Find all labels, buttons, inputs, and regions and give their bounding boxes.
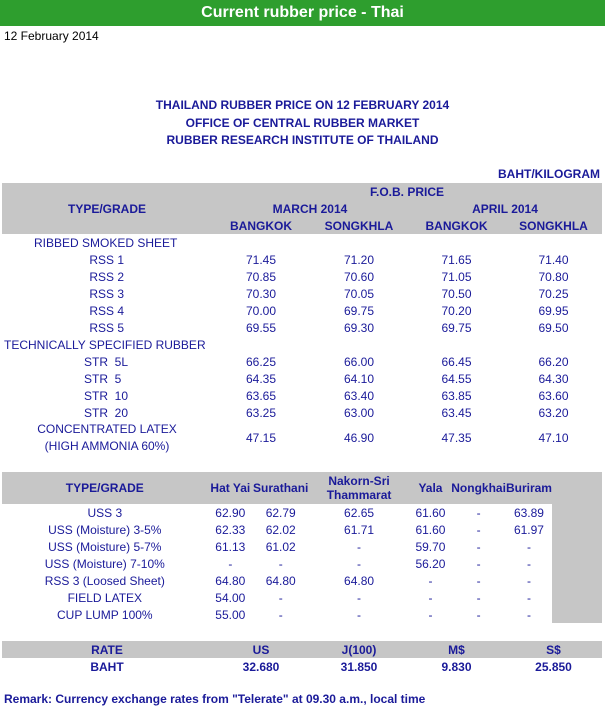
price-cell: 64.30: [538, 371, 569, 386]
price-cell: -: [526, 607, 531, 622]
price-cell: -: [526, 590, 531, 605]
latex-line-1: CONCENTRATED LATEX: [37, 422, 177, 436]
price-cell: 64.55: [441, 371, 472, 386]
table-row: [2, 555, 552, 572]
price-cell: 56.20: [415, 556, 446, 571]
port-header-songkhla: SONGKHLA: [519, 218, 588, 233]
price-cell: -: [476, 556, 481, 571]
price-cell: 71.65: [441, 252, 472, 267]
table-row: [2, 268, 602, 285]
grade-name: USS (Moisture) 5-7%: [48, 539, 162, 554]
price-cell: 61.02: [265, 539, 296, 554]
price-cell: 61.71: [344, 522, 375, 537]
section-label: RIBBED SMOKED SHEET: [34, 235, 178, 250]
price-cell: 63.89: [513, 505, 544, 520]
port-header-songkhla: SONGKHLA: [324, 218, 394, 233]
header-line-1: THAILAND RUBBER PRICE ON 12 FEBRUARY 2014: [155, 98, 450, 112]
type-grade-header: TYPE/GRADE: [67, 201, 146, 216]
price-cell: 64.80: [265, 573, 296, 588]
exchange-rate-table: [2, 641, 602, 675]
price-cell: 62.90: [215, 505, 246, 520]
column-header: Buriram: [505, 481, 552, 495]
currency-header: S$: [546, 642, 561, 657]
table-row: [2, 251, 602, 268]
unit-label: BAHT/KILOGRAM: [498, 167, 600, 181]
price-cell: 70.50: [441, 286, 472, 301]
price-cell: 63.25: [245, 405, 277, 420]
price-cell: -: [278, 590, 283, 605]
rate-cell: 31.850: [340, 659, 378, 674]
header-line-2: OFFICE OF CENTRAL RUBBER MARKET: [185, 116, 420, 130]
price-cell: 61.13: [215, 539, 246, 554]
month-header-march: MARCH 2014: [272, 201, 348, 216]
price-cell: 66.45: [441, 354, 472, 369]
price-cell: 69.55: [245, 320, 277, 335]
column-header: Nakorn-Sri Thammarat: [326, 474, 392, 502]
latex-line-2: (HIGH AMMONIA 60%): [44, 439, 170, 453]
price-cell: 66.25: [245, 354, 277, 369]
price-cell: 64.80: [215, 573, 246, 588]
table-row: [2, 404, 602, 421]
price-cell: 66.00: [343, 354, 375, 369]
price-cell: 70.80: [538, 269, 569, 284]
price-cell: -: [476, 539, 481, 554]
table-row: [2, 606, 552, 623]
price-cell: 54.00: [215, 590, 246, 605]
type-grade-header: TYPE/GRADE: [65, 481, 144, 495]
grade-name: RSS 2: [89, 269, 124, 284]
grade-name: STR 5L: [84, 354, 129, 369]
remark-text: Remark: Currency exchange rates from "Telerate" at 09.30 a.m., local time: [4, 692, 426, 706]
price-cell: 70.20: [441, 303, 472, 318]
price-cell: 71.45: [245, 252, 277, 267]
grade-name: RSS 5: [89, 320, 124, 335]
price-cell: 47.35: [441, 431, 472, 445]
price-cell: 70.00: [245, 303, 277, 318]
column-header: Hat Yai: [210, 481, 251, 495]
price-cell: 64.10: [343, 371, 375, 386]
rate-cell: 25.850: [535, 659, 572, 674]
price-cell: -: [476, 607, 481, 622]
section-label: TECHNICALLY SPECIFIED RUBBER: [4, 337, 206, 352]
price-cell: -: [476, 573, 481, 588]
local-market-table: [2, 472, 552, 623]
price-cell: 69.75: [343, 303, 375, 318]
price-cell: -: [428, 607, 433, 622]
price-cell: 64.80: [344, 573, 375, 588]
grade-name: RSS 4: [89, 303, 124, 318]
price-cell: 71.05: [441, 269, 472, 284]
price-cell: 47.15: [245, 431, 277, 445]
price-cell: 61.97: [513, 522, 544, 537]
price-cell: 70.85: [245, 269, 277, 284]
grade-name: USS 3: [87, 505, 123, 520]
table-row: [2, 538, 552, 555]
price-cell: -: [428, 573, 433, 588]
price-cell: -: [278, 556, 283, 571]
price-cell: 63.45: [441, 405, 472, 420]
grade-name: RSS 1: [89, 252, 124, 267]
price-cell: 62.65: [344, 505, 375, 520]
table-row: [2, 370, 602, 387]
price-cell: 63.40: [343, 388, 375, 403]
price-cell: 71.40: [538, 252, 569, 267]
grade-name: STR 5: [84, 371, 122, 386]
grade-name: RSS 3 (Loosed Sheet): [44, 573, 165, 588]
grade-name: [2, 421, 212, 455]
table-row: [2, 302, 602, 319]
grade-name: STR 10: [84, 388, 129, 403]
grade-name: USS (Moisture) 7-10%: [44, 556, 165, 571]
table-row: [2, 572, 552, 589]
grade-name: RSS 3: [89, 286, 124, 301]
baht-label: BAHT: [90, 659, 124, 674]
price-cell: 69.75: [441, 320, 472, 335]
month-header-april: APRIL 2014: [472, 201, 538, 216]
price-cell: 46.90: [343, 431, 375, 445]
price-cell: -: [526, 539, 531, 554]
port-header-bangkok: BANGKOK: [230, 218, 292, 233]
price-cell: 71.20: [343, 252, 375, 267]
price-cell: 63.65: [245, 388, 277, 403]
price-cell: 66.20: [538, 354, 569, 369]
price-cell: 63.00: [343, 405, 375, 420]
column-header: Yala: [418, 481, 443, 495]
grade-name: CUP LUMP 100%: [56, 607, 153, 622]
price-cell: -: [278, 607, 283, 622]
price-cell: 70.60: [343, 269, 375, 284]
report-date: 12 February 2014: [4, 29, 99, 43]
price-cell: 70.30: [245, 286, 277, 301]
fob-price-table: [2, 183, 602, 455]
price-cell: 70.05: [343, 286, 375, 301]
rate-cell: 9.830: [441, 659, 472, 674]
price-cell: -: [357, 607, 362, 622]
grade-name: STR 20: [84, 405, 129, 420]
price-cell: 61.60: [415, 505, 446, 520]
table-row: [2, 387, 602, 404]
price-cell: 62.79: [265, 505, 296, 520]
page-title: Current rubber price - Thai: [0, 0, 605, 26]
currency-header: M$: [448, 642, 465, 657]
table-row: [2, 521, 552, 538]
price-cell: 63.60: [538, 388, 569, 403]
price-cell: 63.20: [538, 405, 569, 420]
price-cell: 69.50: [538, 320, 569, 335]
local-table-side-bar: [552, 472, 602, 623]
port-header-bangkok: BANGKOK: [425, 218, 488, 233]
price-cell: -: [526, 556, 531, 571]
price-cell: 69.95: [538, 303, 569, 318]
price-cell: 64.35: [245, 371, 277, 386]
table-row: [2, 421, 602, 455]
price-cell: -: [357, 539, 362, 554]
column-header: Nongkhai: [451, 481, 506, 495]
grade-name: USS (Moisture) 3-5%: [48, 522, 162, 537]
table-row: [2, 353, 602, 370]
price-cell: -: [357, 590, 362, 605]
price-cell: 70.25: [538, 286, 569, 301]
rate-cell: 32.680: [242, 659, 280, 674]
table-row: [2, 285, 602, 302]
table-row: [2, 589, 552, 606]
table-row: [2, 504, 552, 521]
currency-header: US: [252, 642, 270, 657]
price-cell: -: [476, 522, 481, 537]
table-row: [2, 658, 602, 675]
price-cell: 69.30: [343, 320, 375, 335]
price-cell: -: [357, 556, 362, 571]
price-cell: 55.00: [215, 607, 246, 622]
column-header: Surathani: [253, 481, 309, 495]
price-cell: 62.02: [265, 522, 296, 537]
price-cell: 59.70: [415, 539, 446, 554]
price-cell: -: [428, 590, 433, 605]
table-row: [2, 319, 602, 336]
price-cell: -: [526, 573, 531, 588]
price-cell: -: [228, 556, 233, 571]
price-cell: -: [476, 505, 481, 520]
currency-header: J(100): [341, 642, 377, 657]
header-line-3: RUBBER RESEARCH INSTITUTE OF THAILAND: [166, 133, 439, 147]
fob-price-header: F.O.B. PRICE: [369, 184, 444, 199]
price-cell: 62.33: [215, 522, 246, 537]
price-cell: 61.60: [415, 522, 446, 537]
rate-label: RATE: [91, 642, 123, 657]
price-cell: 47.10: [538, 431, 569, 445]
price-cell: 63.85: [441, 388, 472, 403]
price-cell: -: [476, 590, 481, 605]
grade-name: FIELD LATEX: [67, 590, 143, 605]
